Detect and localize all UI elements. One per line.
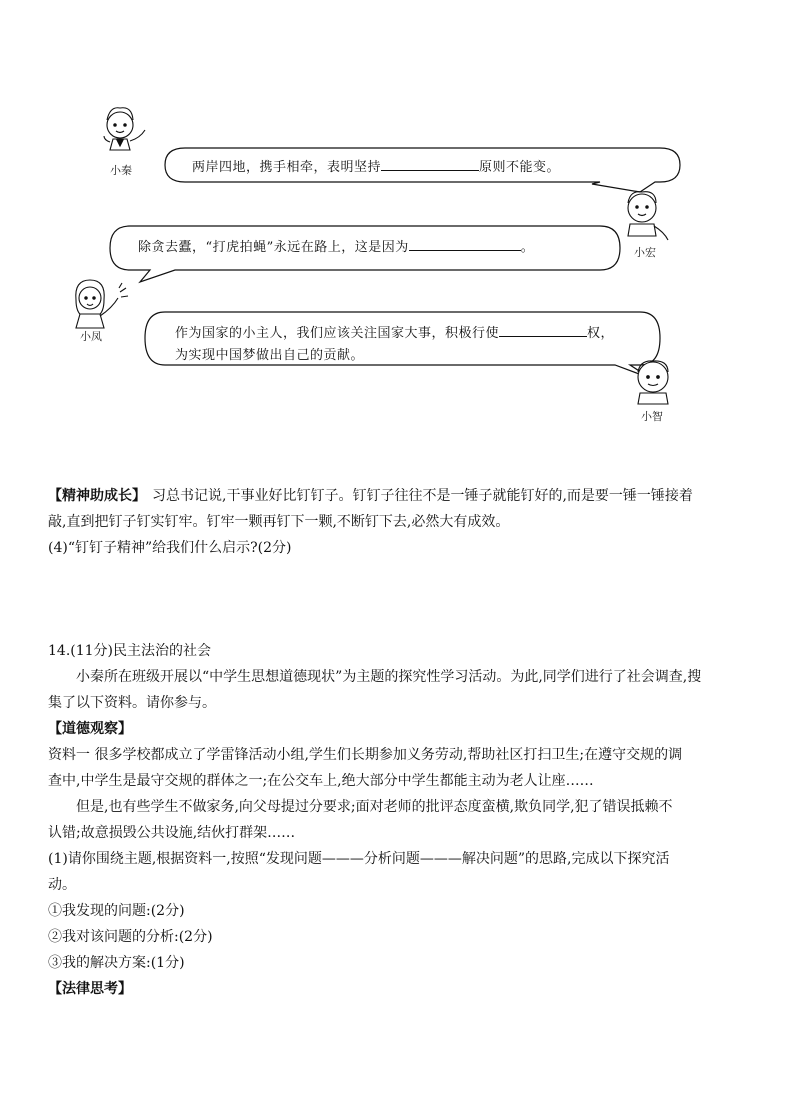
spirit-text-1: 习总书记说,干事业好比钉钉子。钉钉子往往不是一锤子就能钉好的,而是要一锤一锤接着 — [152, 488, 693, 504]
sub-question-2: ②我对该问题的分析:(2分) — [48, 929, 213, 945]
sub-question-3: ③我的解决方案:(1分) — [48, 955, 185, 971]
bubble-1-text-after: 原则不能变。 — [479, 160, 561, 175]
character-xiaoqin — [104, 108, 145, 150]
question-14-1-line-1: (1)请你围绕主题,根据资料一,按照“发现问题———分析问题———解决问题”的思路,完成以下探究活 — [48, 851, 670, 867]
question-4: (4)“钉钉子精神”给我们什么启示?(2分) — [48, 540, 292, 556]
fill-blank-2[interactable] — [409, 238, 521, 251]
character-xiaofeng — [76, 280, 128, 328]
speaker-name-xiaofeng: 小凤 — [80, 330, 102, 343]
character-xiaozhi — [638, 361, 668, 404]
bubble-1-text — [192, 156, 560, 175]
moral-observation-tag: 【道德观察】 — [48, 721, 132, 737]
spirit-paragraph-line-2: 敲,直到把钉子钉实钉牢。钉牢一颗再钉下一颗,不断钉下去,必然大有成效。 — [48, 514, 510, 530]
q14-intro-line-1: 小秦所在班级开展以“中学生思想道德现状”为主题的探究性学习活动。为此,同学们进行了社会调查,搜 — [76, 669, 702, 685]
bubble-3-text-before: 作为国家的小主人，我们应该关注国家大事，积极行使 — [175, 326, 500, 341]
dialogue-illustration — [0, 0, 790, 440]
sub-question-1: ①我发现的问题:(2分) — [48, 903, 185, 919]
material-1-line-1: 资料一 很多学校都成立了学雷锋活动小组,学生们长期参加义务劳动,帮助社区打扫卫生;在遵守交规的调 — [48, 747, 683, 763]
fill-blank-3[interactable] — [499, 324, 587, 337]
fill-blank-1[interactable] — [381, 158, 479, 171]
speaker-name-xiaoqin: 小秦 — [110, 164, 132, 177]
material-1-line-4: 认错;故意损毁公共设施,结伙打群架…… — [48, 825, 296, 841]
material-1-line-3: 但是,也有些学生不做家务,向父母提过分要求;面对老师的批评态度蛮横,欺负同学,犯了错误抵赖不 — [76, 799, 673, 815]
question-14-1-line-2: 动。 — [48, 877, 76, 893]
bubble-3-text-after: 权， — [587, 326, 615, 341]
bubble-2-text-before: 除贪去蠹，“打虎拍蝇”永远在路上，这是因为 — [138, 240, 409, 255]
spirit-section-tag: 【精神助成长】 — [48, 488, 146, 504]
q14-intro-line-2: 集了以下资料。请你参与。 — [48, 695, 216, 711]
bubble-3-line-1 — [175, 322, 614, 341]
legal-thinking-tag: 【法律思考】 — [48, 981, 132, 997]
speaker-name-xiaohong: 小宏 — [634, 246, 656, 259]
spirit-paragraph-line-1 — [48, 483, 693, 509]
speaker-name-xiaozhi: 小智 — [641, 410, 663, 423]
question-14-title: 14.(11分)民主法治的社会 — [48, 643, 212, 659]
character-xiaohong — [628, 192, 668, 240]
bubble-1-text-before: 两岸四地，携手相牵，表明坚持 — [192, 160, 382, 175]
bubble-2-text — [138, 236, 534, 255]
bubble-2-text-after: 。 — [520, 240, 535, 255]
material-1-line-2: 查中,中学生是最守交规的群体之一;在公交车上,绝大部分中学生都能主动为老人让座…… — [48, 773, 594, 789]
bubble-3-line-2: 为实现中国梦做出自己的贡献。 — [175, 348, 365, 363]
